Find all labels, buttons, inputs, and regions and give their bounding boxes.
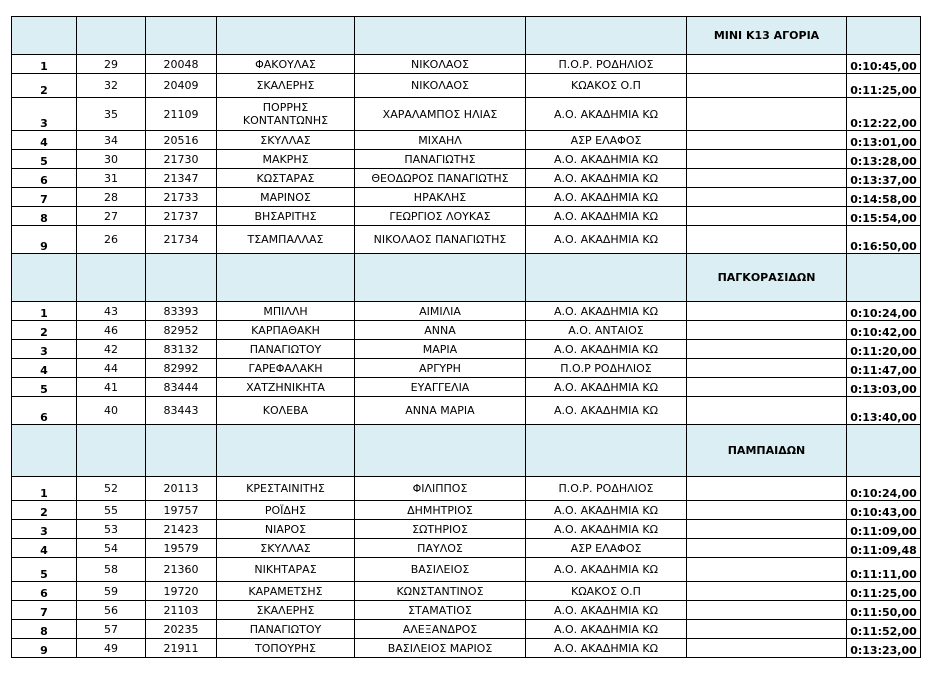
empty-cell (687, 169, 847, 188)
empty-cell (687, 74, 847, 98)
time-cell: 0:11:11,00 (847, 558, 921, 582)
id-cell: 21423 (146, 520, 217, 539)
rank-cell: 7 (12, 188, 77, 207)
time-cell: 0:11:25,00 (847, 74, 921, 98)
time-cell: 0:10:24,00 (847, 477, 921, 501)
empty-cell (687, 558, 847, 582)
name-cell: ΧΑΡΑΛΑΜΠΟΣ ΗΛΙΑΣ (355, 98, 526, 131)
club-cell: Α.Ο. ΑΚΑΔΗΜΙΑ ΚΩ (526, 340, 687, 359)
category-empty-cell (12, 17, 77, 55)
rank-cell: 9 (12, 639, 77, 658)
empty-cell (687, 539, 847, 558)
empty-cell (687, 131, 847, 150)
time-cell: 0:10:42,00 (847, 321, 921, 340)
bib-cell: 55 (77, 501, 146, 520)
club-cell: Α.Ο. ΑΚΑΔΗΜΙΑ ΚΩ (526, 302, 687, 321)
club-cell: ΑΣΡ ΕΛΑΦΟΣ (526, 539, 687, 558)
empty-cell (687, 98, 847, 131)
name-cell: ΜΑΡΙΑ (355, 340, 526, 359)
empty-cell (687, 226, 847, 254)
rank-cell: 5 (12, 558, 77, 582)
rank-cell: 1 (12, 55, 77, 74)
category-header-row (12, 17, 921, 55)
club-cell: Α.Ο. ΑΚΑΔΗΜΙΑ ΚΩ (526, 520, 687, 539)
bib-cell: 58 (77, 558, 146, 582)
club-cell: ΑΣΡ ΕΛΑΦΟΣ (526, 131, 687, 150)
table-row (12, 477, 921, 501)
table-row (12, 150, 921, 169)
time-cell: 0:13:28,00 (847, 150, 921, 169)
time-cell: 0:13:01,00 (847, 131, 921, 150)
empty-cell (687, 150, 847, 169)
club-cell: Α.Ο. ΑΚΑΔΗΜΙΑ ΚΩ (526, 397, 687, 425)
club-cell: Α.Ο. ΑΚΑΔΗΜΙΑ ΚΩ (526, 601, 687, 620)
time-cell: 0:13:40,00 (847, 397, 921, 425)
club-cell: Α.Ο. ΑΚΑΔΗΜΙΑ ΚΩ (526, 226, 687, 254)
rank-cell: 7 (12, 601, 77, 620)
empty-cell (687, 188, 847, 207)
bib-cell: 28 (77, 188, 146, 207)
id-cell: 21347 (146, 169, 217, 188)
category-empty-cell (847, 17, 921, 55)
category-empty-cell (526, 425, 687, 477)
name-cell: ΝΙΚΟΛΑΟΣ ΠΑΝΑΓΙΩΤΗΣ (355, 226, 526, 254)
bib-cell: 43 (77, 302, 146, 321)
id-cell: 20048 (146, 55, 217, 74)
id-cell: 83393 (146, 302, 217, 321)
category-empty-cell (217, 17, 355, 55)
time-cell: 0:11:09,00 (847, 520, 921, 539)
id-cell: 21733 (146, 188, 217, 207)
empty-cell (687, 359, 847, 378)
bib-cell: 57 (77, 620, 146, 639)
id-cell: 82992 (146, 359, 217, 378)
category-empty-cell (526, 17, 687, 55)
time-cell: 0:11:52,00 (847, 620, 921, 639)
empty-cell (687, 55, 847, 74)
table-row (12, 188, 921, 207)
id-cell: 21730 (146, 150, 217, 169)
category-empty-cell (146, 17, 217, 55)
time-cell: 0:15:54,00 (847, 207, 921, 226)
surname-cell: ΚΟΛΕΒΑ (217, 397, 355, 425)
rank-cell: 4 (12, 359, 77, 378)
time-cell: 0:11:25,00 (847, 582, 921, 601)
id-cell: 21737 (146, 207, 217, 226)
category-empty-cell (217, 254, 355, 302)
bib-cell: 35 (77, 98, 146, 131)
category-empty-cell (847, 425, 921, 477)
category-empty-cell (526, 254, 687, 302)
bib-cell: 53 (77, 520, 146, 539)
table-row (12, 207, 921, 226)
rank-cell: 2 (12, 501, 77, 520)
name-cell: ΜΙΧΑΗΛ (355, 131, 526, 150)
name-cell: ΒΑΣΙΛΕΙΟΣ (355, 558, 526, 582)
time-cell: 0:11:09,48 (847, 539, 921, 558)
id-cell: 19757 (146, 501, 217, 520)
bib-cell: 27 (77, 207, 146, 226)
table-row (12, 501, 921, 520)
rank-cell: 8 (12, 207, 77, 226)
category-empty-cell (355, 425, 526, 477)
table-row (12, 321, 921, 340)
id-cell: 19720 (146, 582, 217, 601)
time-cell: 0:10:24,00 (847, 302, 921, 321)
rank-cell: 5 (12, 150, 77, 169)
rank-cell: 2 (12, 74, 77, 98)
rank-cell: 5 (12, 378, 77, 397)
rank-cell: 4 (12, 131, 77, 150)
surname-cell: ΝΙΚΗΤΑΡΑΣ (217, 558, 355, 582)
bib-cell: 46 (77, 321, 146, 340)
table-row (12, 582, 921, 601)
id-cell: 82952 (146, 321, 217, 340)
name-cell: ΑΡΓΥΡΗ (355, 359, 526, 378)
empty-cell (687, 601, 847, 620)
bib-cell: 44 (77, 359, 146, 378)
time-cell: 0:10:43,00 (847, 501, 921, 520)
name-cell: ΑΝΝΑ (355, 321, 526, 340)
id-cell: 20235 (146, 620, 217, 639)
bib-cell: 54 (77, 539, 146, 558)
id-cell: 20516 (146, 131, 217, 150)
surname-cell: ΧΑΤΖΗΝΙΚΗΤΑ (217, 378, 355, 397)
name-cell: ΓΕΩΡΓΙΟΣ ΛΟΥΚΑΣ (355, 207, 526, 226)
name-cell: ΠΑΥΛΟΣ (355, 539, 526, 558)
surname-cell: ΡΟΪΔΗΣ (217, 501, 355, 520)
rank-cell: 3 (12, 520, 77, 539)
surname-cell: ΠΑΝΑΓΙΩΤΟΥ (217, 340, 355, 359)
bib-cell: 31 (77, 169, 146, 188)
surname-cell: ΓΑΡΕΦΑΛΑΚΗ (217, 359, 355, 378)
empty-cell (687, 397, 847, 425)
bib-cell: 34 (77, 131, 146, 150)
name-cell: ΔΗΜΗΤΡΙΟΣ (355, 501, 526, 520)
club-cell: Α.Ο. ΑΚΑΔΗΜΙΑ ΚΩ (526, 150, 687, 169)
empty-cell (687, 639, 847, 658)
id-cell: 83444 (146, 378, 217, 397)
bib-cell: 59 (77, 582, 146, 601)
category-title: ΜΙΝΙ Κ13 ΑΓΟΡΙΑ (687, 17, 847, 55)
club-cell: Α.Ο. ΑΚΑΔΗΜΙΑ ΚΩ (526, 188, 687, 207)
id-cell: 21911 (146, 639, 217, 658)
club-cell: Α.Ο. ΑΚΑΔΗΜΙΑ ΚΩ (526, 558, 687, 582)
club-cell: ΚΩΑΚΟΣ Ο.Π (526, 74, 687, 98)
surname-cell: ΣΚΥΛΛΑΣ (217, 539, 355, 558)
surname-cell: ΒΗΣΑΡΙΤΗΣ (217, 207, 355, 226)
bib-cell: 30 (77, 150, 146, 169)
surname-cell: ΚΡΕΣΤΑΙΝΙΤΗΣ (217, 477, 355, 501)
empty-cell (687, 501, 847, 520)
surname-cell: ΜΑΚΡΗΣ (217, 150, 355, 169)
empty-cell (687, 477, 847, 501)
bib-cell: 56 (77, 601, 146, 620)
name-cell: ΕΥΑΓΓΕΛΙΑ (355, 378, 526, 397)
id-cell: 20113 (146, 477, 217, 501)
club-cell: Α.Ο. ΑΚΑΔΗΜΙΑ ΚΩ (526, 207, 687, 226)
rank-cell: 6 (12, 582, 77, 601)
name-cell: ΑΛΕΞΑΝΔΡΟΣ (355, 620, 526, 639)
table-row (12, 226, 921, 254)
id-cell: 20409 (146, 74, 217, 98)
table-row (12, 639, 921, 658)
results-body (12, 17, 921, 658)
name-cell: ΗΡΑΚΛΗΣ (355, 188, 526, 207)
club-cell: Π.Ο.Ρ. ΡΟΔΗΛΙΟΣ (526, 55, 687, 74)
time-cell: 0:13:37,00 (847, 169, 921, 188)
bib-cell: 49 (77, 639, 146, 658)
category-header-row (12, 425, 921, 477)
table-row (12, 520, 921, 539)
surname-cell: ΤΟΠΟΥΡΗΣ (217, 639, 355, 658)
category-empty-cell (12, 425, 77, 477)
surname-cell: ΦΑΚΟΥΛΑΣ (217, 55, 355, 74)
surname-cell: ΜΠΙΛΛΗ (217, 302, 355, 321)
bib-cell: 26 (77, 226, 146, 254)
category-empty-cell (146, 254, 217, 302)
time-cell: 0:16:50,00 (847, 226, 921, 254)
empty-cell (687, 207, 847, 226)
id-cell: 21360 (146, 558, 217, 582)
surname-cell: ΜΑΡΙΝΟΣ (217, 188, 355, 207)
surname-cell: ΣΚΑΛΕΡΗΣ (217, 601, 355, 620)
table-row (12, 397, 921, 425)
club-cell: Α.Ο. ΑΚΑΔΗΜΙΑ ΚΩ (526, 501, 687, 520)
club-cell: Α.Ο. ΑΚΑΔΗΜΙΑ ΚΩ (526, 98, 687, 131)
category-empty-cell (217, 425, 355, 477)
bib-cell: 29 (77, 55, 146, 74)
empty-cell (687, 340, 847, 359)
empty-cell (687, 321, 847, 340)
table-row (12, 378, 921, 397)
time-cell: 0:10:45,00 (847, 55, 921, 74)
id-cell: 83443 (146, 397, 217, 425)
category-title: ΠΑΜΠΑΙΔΩΝ (687, 425, 847, 477)
table-row (12, 169, 921, 188)
category-empty-cell (355, 254, 526, 302)
time-cell: 0:13:23,00 (847, 639, 921, 658)
surname-cell: ΣΚΥΛΛΑΣ (217, 131, 355, 150)
rank-cell: 6 (12, 169, 77, 188)
rank-cell: 3 (12, 98, 77, 131)
category-empty-cell (77, 254, 146, 302)
category-empty-cell (847, 254, 921, 302)
name-cell: ΣΤΑΜΑΤΙΟΣ (355, 601, 526, 620)
name-cell: ΒΑΣΙΛΕΙΟΣ ΜΑΡΙΟΣ (355, 639, 526, 658)
name-cell: ΚΩΝΣΤΑΝΤΙΝΟΣ (355, 582, 526, 601)
empty-cell (687, 302, 847, 321)
time-cell: 0:12:22,00 (847, 98, 921, 131)
table-row (12, 558, 921, 582)
id-cell: 21103 (146, 601, 217, 620)
name-cell: ΝΙΚΟΛΑΟΣ (355, 55, 526, 74)
id-cell: 21734 (146, 226, 217, 254)
surname-cell: ΠΟΡΡΗΣ ΚΟΝΤΑΝΤΩΝΗΣ (217, 98, 355, 131)
surname-cell: ΚΑΡΠΑΘΑΚΗ (217, 321, 355, 340)
time-cell: 0:14:58,00 (847, 188, 921, 207)
surname-cell: ΚΩΣΤΑΡΑΣ (217, 169, 355, 188)
surname-cell: ΠΑΝΑΓΙΩΤΟΥ (217, 620, 355, 639)
rank-cell: 3 (12, 340, 77, 359)
name-cell: ΣΩΤΗΡΙΟΣ (355, 520, 526, 539)
table-row (12, 302, 921, 321)
category-empty-cell (77, 17, 146, 55)
empty-cell (687, 582, 847, 601)
rank-cell: 8 (12, 620, 77, 639)
club-cell: Α.Ο. ΑΝΤΑΙΟΣ (526, 321, 687, 340)
id-cell: 21109 (146, 98, 217, 131)
table-row (12, 131, 921, 150)
category-title: ΠΑΓΚΟΡΑΣΙΔΩΝ (687, 254, 847, 302)
rank-cell: 1 (12, 477, 77, 501)
club-cell: Π.Ο.Ρ ΡΟΔΗΛΙΟΣ (526, 359, 687, 378)
club-cell: Π.Ο.Ρ. ΡΟΔΗΛΙΟΣ (526, 477, 687, 501)
surname-cell: ΤΣΑΜΠΑΛΛΑΣ (217, 226, 355, 254)
time-cell: 0:11:47,00 (847, 359, 921, 378)
rank-cell: 4 (12, 539, 77, 558)
rank-cell: 9 (12, 226, 77, 254)
rank-cell: 2 (12, 321, 77, 340)
empty-cell (687, 520, 847, 539)
time-cell: 0:13:03,00 (847, 378, 921, 397)
empty-cell (687, 378, 847, 397)
time-cell: 0:11:50,00 (847, 601, 921, 620)
table-row (12, 539, 921, 558)
name-cell: ΘΕΟΔΩΡΟΣ ΠΑΝΑΓΙΩΤΗΣ (355, 169, 526, 188)
category-header-row (12, 254, 921, 302)
club-cell: Α.Ο. ΑΚΑΔΗΜΙΑ ΚΩ (526, 169, 687, 188)
club-cell: ΚΩΑΚΟΣ Ο.Π (526, 582, 687, 601)
bib-cell: 32 (77, 74, 146, 98)
club-cell: Α.Ο. ΑΚΑΔΗΜΙΑ ΚΩ (526, 639, 687, 658)
empty-cell (687, 620, 847, 639)
name-cell: ΑΝΝΑ ΜΑΡΙΑ (355, 397, 526, 425)
surname-cell: ΚΑΡΑΜΕΤΣΗΣ (217, 582, 355, 601)
name-cell: ΝΙΚΟΛΑΟΣ (355, 74, 526, 98)
category-empty-cell (77, 425, 146, 477)
surname-cell: ΝΙΑΡΟΣ (217, 520, 355, 539)
table-row (12, 55, 921, 74)
name-cell: ΠΑΝΑΓΙΩΤΗΣ (355, 150, 526, 169)
rank-cell: 6 (12, 397, 77, 425)
name-cell: ΦΙΛΙΠΠΟΣ (355, 477, 526, 501)
table-row (12, 359, 921, 378)
table-row (12, 620, 921, 639)
results-table (11, 16, 921, 658)
bib-cell: 41 (77, 378, 146, 397)
category-empty-cell (12, 254, 77, 302)
table-row (12, 340, 921, 359)
club-cell: Α.Ο. ΑΚΑΔΗΜΙΑ ΚΩ (526, 378, 687, 397)
id-cell: 83132 (146, 340, 217, 359)
rank-cell: 1 (12, 302, 77, 321)
surname-cell: ΣΚΑΛΕΡΗΣ (217, 74, 355, 98)
bib-cell: 52 (77, 477, 146, 501)
time-cell: 0:11:20,00 (847, 340, 921, 359)
id-cell: 19579 (146, 539, 217, 558)
category-empty-cell (355, 17, 526, 55)
club-cell: Α.Ο. ΑΚΑΔΗΜΙΑ ΚΩ (526, 620, 687, 639)
table-row (12, 601, 921, 620)
bib-cell: 42 (77, 340, 146, 359)
name-cell: ΑΙΜΙΛΙΑ (355, 302, 526, 321)
category-empty-cell (146, 425, 217, 477)
table-row (12, 98, 921, 131)
bib-cell: 40 (77, 397, 146, 425)
table-row (12, 74, 921, 98)
